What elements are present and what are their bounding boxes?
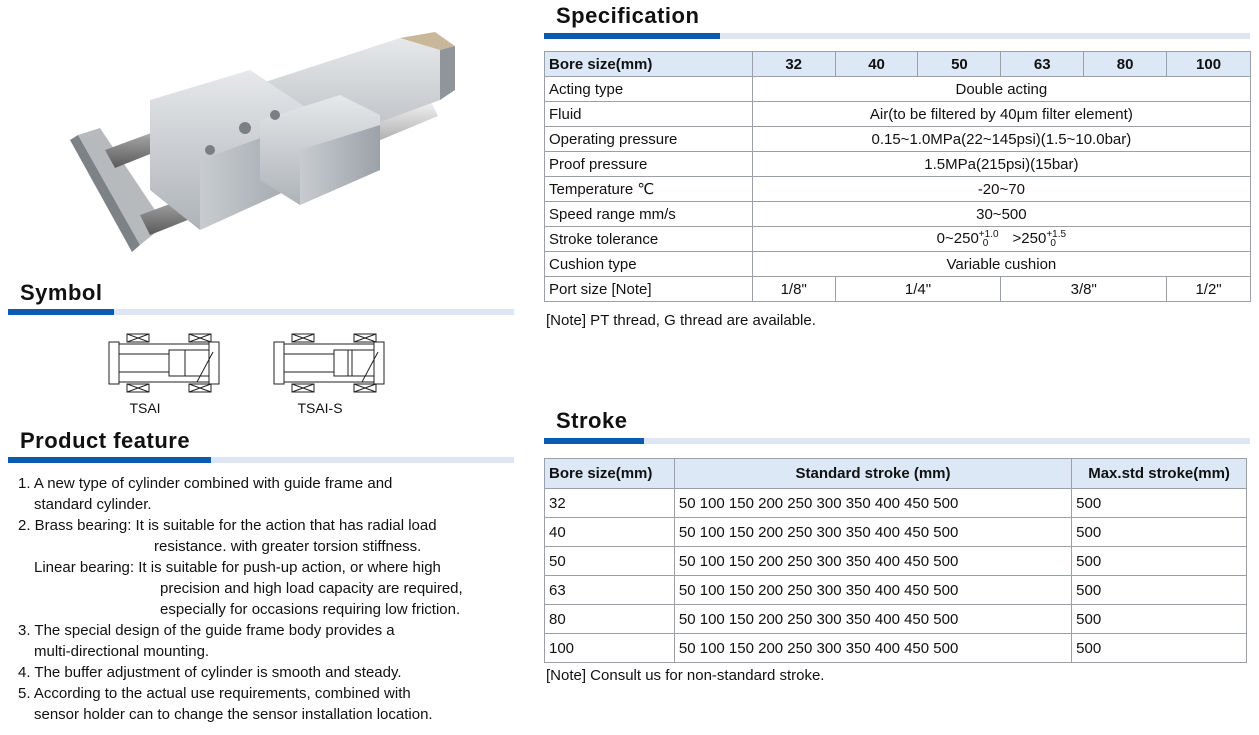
port-value: 3/8" [1001,277,1167,302]
stroke-header-row [545,459,1247,489]
spec-row-label: Temperature ℃ [545,177,753,202]
tolerance-part2-sup: +1.5 [1046,229,1067,241]
feature-line: 5. According to the actual use requirements, combined with [18,685,411,702]
stroke-tolerance-value [752,227,1250,252]
spec-row [545,177,1251,202]
stroke-bore: 80 [545,605,675,634]
stroke-bore: 32 [545,489,675,518]
stroke-bore: 100 [545,634,675,663]
spec-header-row [545,52,1251,77]
spec-row [545,77,1251,102]
spec-row-stroke-tolerance [545,227,1251,252]
feature-line: sensor holder can to change the sensor installation location. [34,706,433,723]
stroke-max: 500 [1072,576,1247,605]
stroke-standard: 50 100 150 200 250 300 350 400 450 500 [674,518,1071,547]
table-row [545,634,1247,663]
symbol-tsai-s-label: TSAI-S [297,400,343,416]
stroke-max: 500 [1072,605,1247,634]
feature-line: 1. A new type of cylinder combined with guide frame and [18,475,393,492]
stroke-standard: 50 100 150 200 250 300 350 400 450 500 [674,634,1071,663]
stroke-standard: 50 100 150 200 250 300 350 400 450 500 [674,576,1071,605]
stroke-header-bore: Bore size(mm) [545,459,675,489]
bore-100: 100 [1167,52,1251,77]
stroke-bore: 40 [545,518,675,547]
feature-title-bar [8,457,514,463]
port-value: 1/8" [752,277,835,302]
table-row [545,576,1247,605]
bore-32: 32 [752,52,835,77]
feature-line: Linear bearing: It is suitable for push-up action, or where high [34,559,441,576]
stroke-max: 500 [1072,489,1247,518]
spec-row-value: Variable cushion [752,252,1250,277]
spec-title-bar [544,33,1250,39]
spec-row-value: -20~70 [752,177,1250,202]
spec-row-label: Acting type [545,77,753,102]
table-row [545,518,1247,547]
spec-row-value: 1.5MPa(215psi)(15bar) [752,152,1250,177]
stroke-standard: 50 100 150 200 250 300 350 400 450 500 [674,547,1071,576]
feature-line: 3. The special design of the guide frame body provides a [18,622,395,639]
stroke-standard: 50 100 150 200 250 300 350 400 450 500 [674,489,1071,518]
feature-line: standard cylinder. [34,496,152,513]
spec-row-label: Port size [Note] [545,277,753,302]
spec-row-value: Double acting [752,77,1250,102]
feature-line: resistance. with greater torsion stiffness. [154,538,422,555]
tolerance-part1-sup: +1.0 [978,229,999,241]
spec-header-label: Bore size(mm) [545,52,753,77]
port-value: 1/4" [835,277,1001,302]
bore-40: 40 [835,52,918,77]
spec-row-label: Proof pressure [545,152,753,177]
feature-line: precision and high load capacity are required, [160,580,463,597]
table-row [545,605,1247,634]
spec-row [545,127,1251,152]
spec-row [545,252,1251,277]
feature-line: 2. Brass bearing: It is suitable for the action that has radial load [18,517,437,534]
stroke-bore: 50 [545,547,675,576]
spec-row-value: Air(to be filtered by 40μm filter element) [752,102,1250,127]
spec-row [545,102,1251,127]
stroke-max: 500 [1072,634,1247,663]
stroke-max: 500 [1072,547,1247,576]
spec-row-label: Operating pressure [545,127,753,152]
bore-50: 50 [918,52,1001,77]
feature-list [18,473,518,725]
tolerance-part1: 0~250 [936,229,979,247]
spec-row [545,202,1251,227]
spec-row-label: Cushion type [545,252,753,277]
stroke-title: Stroke [556,408,628,433]
stroke-bore: 63 [545,576,675,605]
feature-line: especially for occasions requiring low friction. [160,601,461,618]
symbol-title: Symbol [20,280,103,305]
stroke-max: 500 [1072,518,1247,547]
bore-80: 80 [1084,52,1167,77]
product-image [60,30,480,280]
spec-row-value: 30~500 [752,202,1250,227]
symbol-tsai-diagram [105,332,225,394]
tolerance-part2-sub: 0 [1050,238,1056,250]
spec-row-label: Stroke tolerance [545,227,753,252]
table-row [545,489,1247,518]
stroke-note: [Note] Consult us for non-standard stroke. [546,667,825,684]
symbol-title-bar [8,309,514,315]
port-value: 1/2" [1167,277,1251,302]
spec-row-port [545,277,1251,302]
spec-row [545,152,1251,177]
stroke-standard: 50 100 150 200 250 300 350 400 450 500 [674,605,1071,634]
symbol-tsai-s-diagram [270,332,390,394]
table-row [545,547,1247,576]
spec-row-value: 0.15~1.0MPa(22~145psi)(1.5~10.0bar) [752,127,1250,152]
spec-row-label: Fluid [545,102,753,127]
bore-63: 63 [1001,52,1084,77]
tolerance-part2: >250 [1012,229,1047,247]
stroke-header-max: Max.std stroke(mm) [1072,459,1247,489]
spec-note: [Note] PT thread, G thread are available. [546,312,816,329]
tolerance-part1-sub: 0 [982,238,989,250]
spec-title: Specification [556,3,700,28]
spec-row-label: Speed range mm/s [545,202,753,227]
feature-title: Product feature [20,428,191,453]
stroke-table [544,458,1247,663]
stroke-header-standard: Standard stroke (mm) [674,459,1071,489]
spec-table [544,51,1251,302]
symbol-tsai-label: TSAI [129,400,161,416]
feature-line: multi-directional mounting. [34,643,210,660]
feature-line: 4. The buffer adjustment of cylinder is smooth and steady. [18,664,402,681]
stroke-title-bar [544,438,1250,444]
